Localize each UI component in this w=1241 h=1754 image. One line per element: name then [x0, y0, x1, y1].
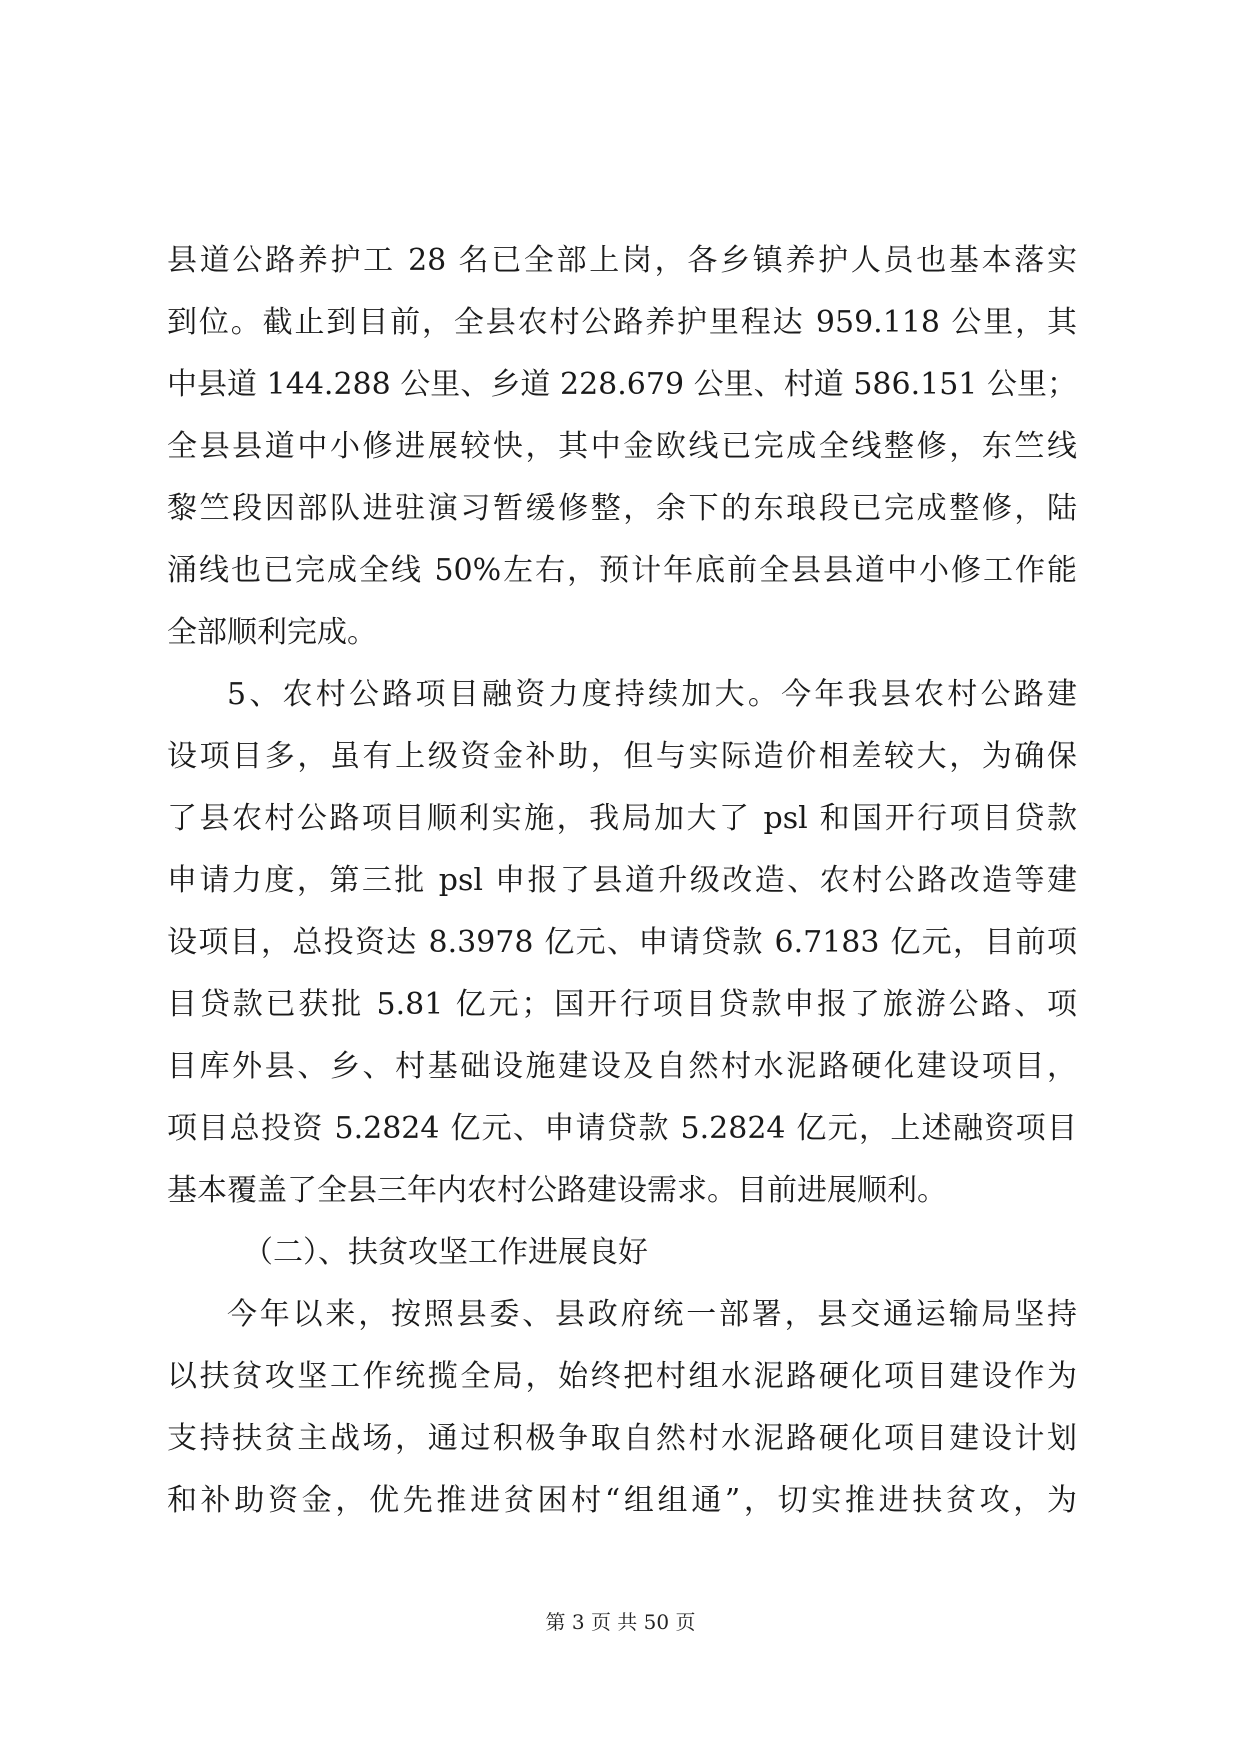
text-line: 以扶贫攻坚工作统揽全局，始终把村组水泥路硬化项目建设作为 — [167, 1359, 1077, 1394]
text-line: 全部顺利完成。 — [167, 615, 377, 650]
text-line: 设项目多，虽有上级资金补助，但与实际造价相差较大，为确保 — [167, 739, 1077, 774]
text-line: 支持扶贫主战场，通过积极争取自然村水泥路硬化项目建设计划 — [167, 1421, 1077, 1456]
text-line: 到位。截止到目前，全县农村公路养护里程达 959.118 公里，其 — [167, 305, 1077, 340]
text-line: 全县县道中小修进展较快，其中金欧线已完成全线整修，东竺线 — [167, 429, 1077, 464]
paragraph-first-line: 今年以来，按照县委、县政府统一部署，县交通运输局坚持 — [227, 1297, 1077, 1332]
text-line: 目库外县、乡、村基础设施建设及自然村水泥路硬化建设项目， — [167, 1049, 1077, 1084]
text-line: 设项目，总投资达 8.3978 亿元、申请贷款 6.7183 亿元，目前项 — [167, 925, 1077, 960]
document-body — [167, 230, 1077, 1532]
text-line: 中县道 144.288 公里、乡道 228.679 公里、村道 586.151 公里； — [167, 367, 1077, 402]
text-line: 黎竺段因部队进驻演习暂缓修整，余下的东琅段已完成整修，陆 — [167, 491, 1077, 526]
text-line: 涌线也已完成全线 50%左右，预计年底前全县县道中小修工作能 — [167, 553, 1077, 588]
text-line: 项目总投资 5.2824 亿元、申请贷款 5.2824 亿元，上述融资项目 — [167, 1111, 1077, 1146]
text-line: 了县农村公路项目顺利实施，我局加大了 psl 和国开行项目贷款 — [167, 801, 1077, 836]
text-line: 目贷款已获批 5.81 亿元；国开行项目贷款申报了旅游公路、项 — [167, 987, 1077, 1022]
paragraph-first-line: 5、农村公路项目融资力度持续加大。今年我县农村公路建 — [227, 677, 1077, 712]
text-line: 和补助资金，优先推进贫困村“组组通”，切实推进扶贫攻，为 — [167, 1483, 1077, 1518]
page-number-footer: 第 3 页 共 50 页 — [545, 1610, 696, 1634]
section-heading: （二）、扶贫攻坚工作进展良好 — [243, 1235, 648, 1270]
text-line: 县道公路养护工 28 名已全部上岗，各乡镇养护人员也基本落实 — [167, 243, 1077, 278]
text-line: 基本覆盖了全县三年内农村公路建设需求。目前进展顺利。 — [167, 1173, 947, 1208]
text-line: 申请力度，第三批 psl 申报了县道升级改造、农村公路改造等建 — [167, 863, 1077, 898]
